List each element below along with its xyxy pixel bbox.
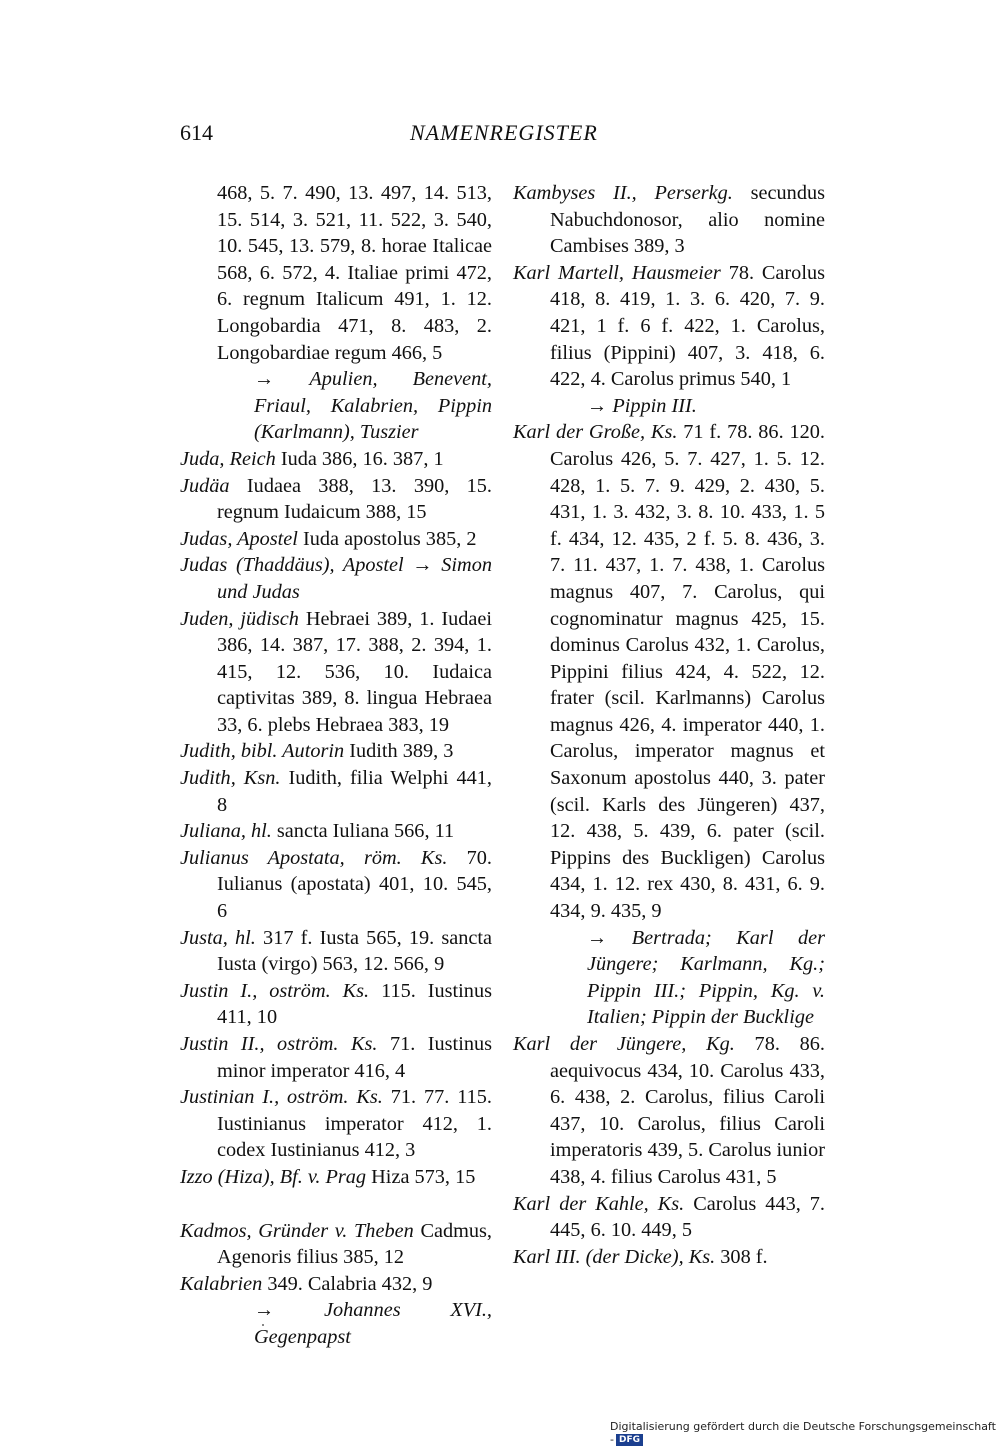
index-lemma: Karl der Große, Ks.: [513, 421, 678, 444]
index-references: Hebraei 389, 1. Iudaei 386, 14. 387, 17. 388, 2. 394, 1. 415, 12. 536, 10. Iudaica captivitas 389, 8. lingua Hebraea 33, 6. plebs Hebraea 383, 19: [217, 607, 492, 736]
index-references: secundus Nabuchdonosor, alio nomine Cambises 389, 3: [550, 182, 825, 258]
index-entry: [180, 1218, 492, 1271]
index-entry: [180, 1031, 492, 1084]
index-entry: [180, 818, 492, 845]
index-lemma: Judith, bibl. Autorin: [180, 740, 345, 763]
index-references: Hiza 573, 15: [371, 1165, 476, 1188]
arrow-icon: →: [412, 554, 442, 577]
index-lemma: Judas (Thaddäus), Apostel: [180, 554, 404, 577]
index-entry: [513, 419, 825, 1031]
index-lemma: Justin II., oström. Ks.: [180, 1033, 378, 1055]
arrow-icon: →: [587, 926, 632, 949]
index-references: Iudaea 388, 13. 390, 15. regnum Iudaicum 388, 15: [217, 474, 492, 524]
index-lemma: Justa, hl.: [180, 926, 256, 949]
index-entry: [180, 526, 492, 553]
index-references: 308 f.: [720, 1245, 768, 1268]
arrow-icon: →: [254, 1299, 324, 1322]
index-entry: [180, 738, 492, 765]
index-references: Iudith 389, 3: [349, 740, 454, 763]
index-entry: [180, 845, 492, 925]
cross-reference: [550, 393, 825, 420]
speck-mark: [262, 1324, 264, 1326]
index-references: 71 f. 78. 86. 120. Carolus 426, 5. 7. 427, 1. 5. 12. 428, 1. 5. 7. 9. 429, 2. 430, 5. 431, 1. 3. 432, 3. 8. 10. 433, 1. 5 f. 434, 12. 435, 2 f. 5. 8. 436, 3. 7. 11. 437, 1. 7. 438, 1. Carolus magnus 407, 7. Carolus, qui cognominatur magnus 425, 15. dominus Carolus 432, 1. Carolus, Pippini filius 424, 4. 522, 12. frater (scil. Karlmanns) Carolus magnus 426, 4. imperator 440, 1. Carolus, imperator magnus et Saxonum apostolus 440, 3. pater (scil. Karls des Jüngeren) 437, 12. 438, 5. 439, 6. pater (scil. Pippins des Buckligen) Carolus 434, 1. 12. rex 430, 8. 431, 6. 9. 434, 9. 435, 9: [550, 421, 825, 923]
dfg-logo: DFG: [616, 1434, 643, 1446]
cross-reference-target: Apulien, Benevent, Friaul, Kalabrien, Pippin (Karlmann), Tuszier: [254, 368, 492, 444]
index-entry: [180, 1271, 492, 1351]
index-references: 115. Iustinus 411, 10: [217, 979, 492, 1029]
index-references: 78. Carolus 418, 8. 419, 1. 3. 6. 420, 7. 9. 421, 1 f. 6 f. 422, 1. Carolus, filius (Pippini) 407, 3. 418, 6. 422, 4. Carolus primus 540, 1: [550, 261, 825, 391]
index-lemma: Karl III. (der Dicke), Ks.: [513, 1245, 716, 1268]
index-lemma: Justinian I., oström. Ks.: [180, 1086, 383, 1109]
index-references: 71. 77. 115. Iustinianus imperator 412, 1. codex Iustinianus 412, 3: [217, 1086, 492, 1162]
index-lemma: Kadmos, Gründer v. Theben: [180, 1219, 414, 1242]
cross-reference: [217, 366, 492, 446]
index-references: 71. Iustinus minor imperator 416, 4: [217, 1033, 492, 1082]
index-lemma: Karl der Kahle, Ks.: [513, 1192, 685, 1215]
index-entry: [180, 1084, 492, 1164]
cross-reference-target: Pippin III.: [612, 394, 697, 417]
index-lemma: Julianus Apostata, röm. Ks.: [180, 846, 448, 869]
index-references: 78. 86. aequivocus 434, 10. Carolus 433, 6. 438, 2. Carolus, filius Caroli 437, 10. Carolus, filius Caroli imperatoris 439, 5. Carolus iunior 438, 4. filius Carolus 431, 5: [550, 1033, 825, 1188]
index-references: 317 f. Iusta 565, 19. sancta Iusta (virgo) 563, 12. 566, 9: [217, 926, 492, 976]
index-references: 349. Calabria 432, 9: [267, 1272, 433, 1295]
cross-reference-target: Bertrada; Karl der Jüngere; Karlmann, Kg.; Pippin III.; Pippin, Kg. v. Italien; Pippin der Bucklige: [587, 926, 825, 1029]
index-entry: [513, 1244, 825, 1271]
index-lemma: Kambyses II., Perserkg.: [513, 182, 733, 204]
index-entry: [513, 1191, 825, 1244]
index-references: Iuda apostolus 385, 2: [303, 527, 477, 550]
index-entry: [180, 552, 492, 605]
index-references: 70. Iulianus (apostata) 401, 10. 545, 6: [217, 846, 492, 923]
index-lemma: Izzo (Hiza), Bf. v. Prag: [180, 1165, 367, 1188]
footer-text: Digitalisierung gefördert durch die Deutsche Forschungsgemeinschaft -: [610, 1420, 996, 1446]
arrow-icon: →: [587, 394, 613, 417]
index-entry: [513, 180, 825, 260]
index-lemma: Juda, Reich: [180, 447, 276, 470]
index-lemma: Karl Martell, Hausmeier: [513, 261, 721, 284]
index-entry: [180, 765, 492, 818]
page-header: [180, 120, 830, 154]
index-column-left: [180, 180, 492, 1351]
index-lemma: Judas, Apostel: [180, 527, 298, 550]
running-head: NAMENREGISTER: [410, 120, 598, 145]
cross-reference: [550, 925, 825, 1031]
index-references: Carolus 443, 7. 445, 6. 10. 449, 5: [550, 1192, 825, 1242]
index-references: Iuda 386, 16. 387, 1: [280, 447, 444, 470]
index-entry: [513, 260, 825, 420]
index-references: sancta Iuliana 566, 11: [276, 820, 455, 843]
index-entry: [180, 606, 492, 739]
index-entry: [180, 180, 492, 446]
index-entry: [180, 925, 492, 978]
cross-reference-target: Simon und Judas: [217, 554, 492, 603]
index-lemma: Juliana, hl.: [180, 820, 272, 843]
index-lemma: Juden, jüdisch: [180, 607, 299, 630]
cross-reference-target: Johannes XVI., Gegenpapst: [254, 1299, 492, 1348]
page-number: 614: [180, 120, 213, 145]
index-references: Iudith, filia Welphi 441, 8: [217, 767, 492, 816]
index-entry: [180, 473, 492, 526]
index-lemma: Judith, Ksn.: [180, 767, 281, 790]
index-entry: [180, 978, 492, 1031]
index-entry: [180, 1164, 492, 1191]
index-entry: [513, 1031, 825, 1191]
index-column-right: [513, 180, 825, 1270]
index-lemma: Judäa: [180, 474, 230, 497]
index-references: 468, 5. 7. 490, 13. 497, 14. 513, 15. 514, 3. 521, 11. 522, 3. 540, 10. 545, 13. 579, 8. horae Italicae 568, 6. 572, 4. Italiae primi 472, 6. regnum Italicum 491, 1. 12. Longobardia 471, 8. 483, 2. Longobardiae regum 466, 5: [217, 182, 492, 364]
index-lemma: Karl der Jüngere, Kg.: [513, 1033, 735, 1055]
index-entry: [180, 446, 492, 473]
footer-credit: [610, 1420, 1000, 1446]
arrow-icon: →: [254, 368, 310, 391]
index-lemma: Kalabrien: [180, 1272, 263, 1295]
cross-reference: [217, 1297, 492, 1350]
index-lemma: Justin I., oström. Ks.: [180, 979, 370, 1002]
index-references: Cadmus, Agenoris filius 385, 12: [217, 1219, 492, 1269]
